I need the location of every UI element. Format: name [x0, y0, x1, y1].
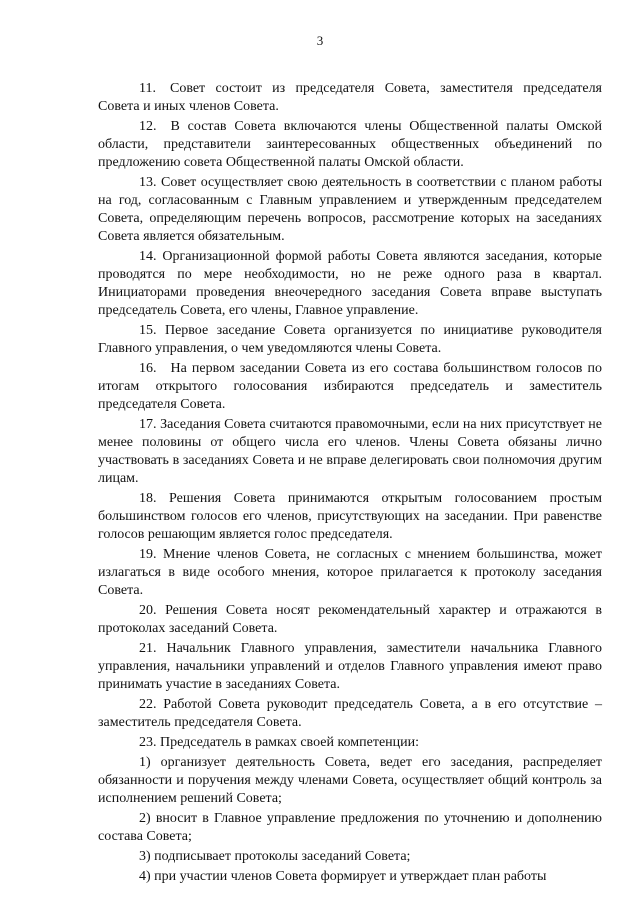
paragraph-item-13: 13. Совет осуществляет свою деятельность в соответствии с планом работы на год, согласованным с Главным управлением и утвержденным председателем Совета, определяющим перечень вопросов, рассмотрение которых на заседаниях Совета является обязательным. [98, 175, 602, 244]
paragraph-item-11: 11. Совет состоит из председателя Совета, заместителя председателя Совета и иных членов Совета. [98, 81, 602, 114]
paragraph-item-15: 15. Первое заседание Совета организуется по инициативе руководителя Главного управления, о чем уведомляются члены Совета. [98, 323, 602, 356]
paragraph-item-22: 22. Работой Совета руководит председатель Совета, а в его отсутствие – заместитель председателя Совета. [98, 697, 602, 730]
paragraph-item-20: 20. Решения Совета носят рекомендательный характер и отражаются в протоколах заседаний Совета. [98, 603, 602, 636]
paragraph-item-16: 16. На первом заседании Совета из его состава большинством голосов по итогам открытого голосования избираются председатель и заместитель председателя Совета. [98, 361, 602, 412]
paragraph-item-23: 23. Председатель в рамках своей компетенции: [139, 735, 420, 750]
paragraph-item-17: 17. Заседания Совета считаются правомочными, если на них присутствует не менее половины от общего числа его членов. Члены Совета обязаны лично участвовать в заседаниях Совета и не вправе делегировать свои полномочия другим лицам. [98, 417, 602, 486]
paragraph-item-12: 12. В состав Совета включаются члены Общественной палаты Омской области, представители заинтересованных общественных объединений по предложению совета Общественной палаты Омской области. [98, 119, 602, 170]
paragraph-item-21: 21. Начальник Главного управления, заместители начальника Главного управления, начальники управлений и отделов Главного управления имеют право принимать участие в заседаниях Совета. [98, 641, 602, 692]
subitem-23-4: 4) при участии членов Совета формирует и утверждает план работы [139, 869, 547, 884]
page-number: 3 [316, 33, 324, 48]
paragraph-item-19: 19. Мнение членов Совета, не согласных с мнением большинства, может излагаться в виде особого мнения, которое прилагается к протоколу заседания Совета. [98, 547, 602, 598]
subitem-23-3: 3) подписывает протоколы заседаний Совета; [139, 849, 411, 864]
paragraph-item-14: 14. Организационной формой работы Совета являются заседания, которые проводятся по мере необходимости, но не реже одного раза в квартал. Инициаторами проведения внеочередного заседания Совета вправе выступать председатель Совета, его члены, Главное управление. [98, 249, 602, 318]
subitem-23-2: 2) вносит в Главное управление предложения по уточнению и дополнению состава Совета; [98, 811, 602, 844]
paragraph-item-18: 18. Решения Совета принимаются открытым голосованием простым большинством голосов его членов, присутствующих на заседании. При равенстве голосов решающим является голос председателя. [98, 491, 602, 542]
subitem-23-1: 1) организует деятельность Совета, ведет его заседания, распределяет обязанности и поручения между членами Совета, осуществляет общий контроль за исполнением решений Совета; [98, 755, 602, 806]
document-body [98, 80, 602, 888]
